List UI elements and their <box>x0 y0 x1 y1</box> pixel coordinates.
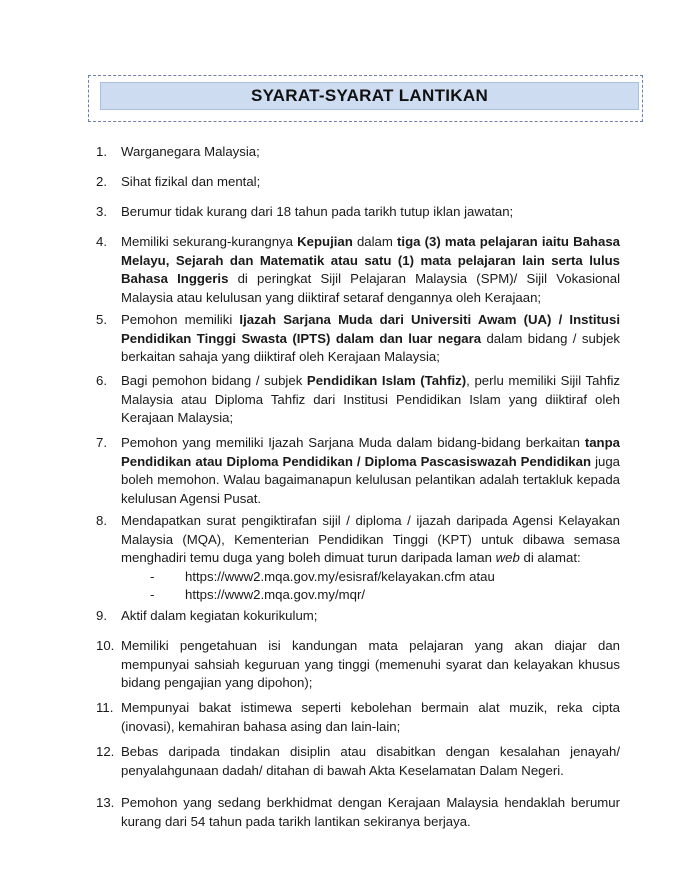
item-number: 5. <box>96 312 107 327</box>
item-number: 6. <box>96 373 107 388</box>
list-item <box>96 637 620 693</box>
list-item <box>96 203 620 222</box>
mqa-link[interactable]: https://www2.mqa.gov.my/esisraf/kelayakan.cfm atau <box>185 568 495 584</box>
item-text: Pemohon yang memiliki Ijazah Sarjana Muda dalam bidang-bidang berkaitan tanpa Pendidikan atau Diploma Pendidikan / Diploma Pascasiswazah Pendidikan juga boleh memohon. Walau bagaimanapun kelulusan pelantikan adalah tertakluk kepada kelulusan Agensi Pusat. <box>121 435 620 506</box>
item-number: 4. <box>96 234 107 249</box>
item-number: 9. <box>96 608 107 623</box>
item-text: Memiliki sekurang-kurangnya Kepujian dalam tiga (3) mata pelajaran iaitu Bahasa Melayu, Sejarah dan Matematik atau satu (1) mata pelajaran lain serta lulus Bahasa Inggeris di peringkat Sijil Pelajaran Malaysia (SPM)/ Sijil Vokasional Malaysia atau kelulusan yang diiktiraf setaraf dengannya oleh Kerajaan; <box>121 234 621 305</box>
link-row <box>96 568 620 587</box>
item-number: 7. <box>96 435 107 450</box>
list-item <box>96 699 620 736</box>
item-text: Pemohon memiliki Ijazah Sarjana Muda dari Universiti Awam (UA) / Institusi Pendidikan Tinggi Swasta (IPTS) dalam dan luar negara dalam bidang / subjek berkaitan sahaja yang diiktiraf oleh Kerajaan Malaysia; <box>121 312 620 364</box>
list-item <box>96 512 620 605</box>
item-number: 11. <box>96 700 114 715</box>
item-text: Sihat fizikal dan mental; <box>121 174 261 189</box>
item-number: 12. <box>96 744 115 759</box>
list-item <box>96 743 620 780</box>
item-number: 10. <box>96 638 115 653</box>
list-item <box>96 311 620 367</box>
list-item <box>96 143 620 162</box>
bullet-dash: - <box>150 587 155 602</box>
mqr-link[interactable]: https://www2.mqa.gov.my/mqr/ <box>185 587 366 602</box>
page-title: SYARAT-SYARAT LANTIKAN <box>250 86 489 105</box>
item-number: 8. <box>96 513 107 528</box>
item-text: Mempunyai bakat istimewa seperti kebolehan bermain alat muzik, reka cipta (inovasi), kemahiran bahasa asing dan lain-lain; <box>121 700 620 734</box>
list-item <box>96 434 620 508</box>
item-text: Bebas daripada tindakan disiplin atau disabitkan dengan kesalahan jenayah/ penyalahgunaan dadah/ ditahan di bawah Akta Keselamatan Dalam Negeri. <box>121 744 620 778</box>
item-text: Mendapatkan surat pengiktirafan sijil / diploma / ijazah daripada Agensi Kelayakan Malaysia (MQA), Kementerian Pendidikan Tinggi (KPT) untuk dibawa semasa menghadiri temu duga yang boleh dimuat turun daripada laman web di alamat: <box>121 513 620 565</box>
item-text: Berumur tidak kurang dari 18 tahun pada tarikh tutup iklan jawatan; <box>121 204 514 219</box>
list-item <box>96 372 620 428</box>
item-text: Pemohon yang sedang berkhidmat dengan Kerajaan Malaysia hendaklah berumur kurang dari 54 tahun pada tarikh lantikan sekiranya berjaya. <box>121 795 620 829</box>
list-item <box>96 607 620 626</box>
item-text: Memiliki pengetahuan isi kandungan mata pelajaran yang akan diajar dan mempunyai sahsiah keguruan yang tinggi (memenuhi syarat dan kelayakan khusus bidang pengajian yang dipohon); <box>121 638 620 690</box>
item-text: Aktif dalam kegiatan kokurikulum; <box>121 608 318 623</box>
list-item <box>96 233 620 307</box>
link-row <box>96 586 620 605</box>
item-number: 2. <box>96 174 107 189</box>
bullet-dash: - <box>150 568 155 584</box>
item-number: 13. <box>96 795 115 810</box>
item-text: Bagi pemohon bidang / subjek Pendidikan Islam (Tahfiz), perlu memiliki Sijil Tahfiz Malaysia atau Diploma Tahfiz dari Institusi Pendidikan Islam yang diiktiraf oleh Kerajaan Malaysia; <box>121 373 621 425</box>
item-number: 3. <box>96 204 107 219</box>
item-number: 1. <box>96 144 107 159</box>
title-banner <box>100 82 639 110</box>
list-item <box>96 794 620 831</box>
list-item <box>96 173 620 192</box>
item-text: Warganegara Malaysia; <box>121 144 260 159</box>
